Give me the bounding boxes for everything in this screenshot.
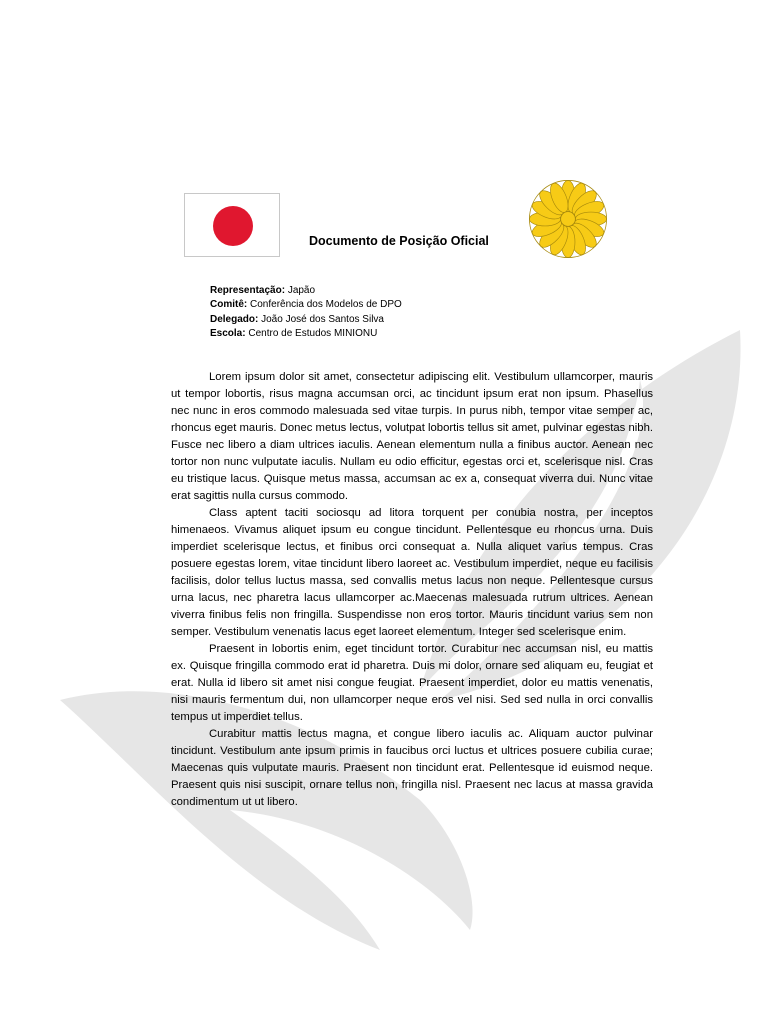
meta-representation: Representação: Japão [210,285,316,296]
seal-center [561,212,576,227]
document-metadata [210,284,402,341]
body-paragraph-3: Praesent in lobortis enim, eget tincidunt tortor. Curabitur nec accumsan nisl, eu mattis ex. Quisque fringilla commodo erat id pharetra. Duis mi dolor, ornare sed aliquam eu, feugiat et erat. Nulla id libero sit amet nisi congue feugiat. Praesent imperdiet, dolor eu mattis venenatis, nisi mauris fermentum dui, non ullamcorper neque eros vel nisi. Sed sed nulla in orci convallis tempus ut imperdiet tellus. [171,643,653,723]
imperial-seal-chrysanthemum-icon [527,178,609,260]
japan-flag-disc [213,206,253,246]
body-paragraph-1: Lorem ipsum dolor sit amet, consectetur adipiscing elit. Vestibulum ullamcorper, mauris ut tempor lobortis, risus magna accumsan orci, ac tincidunt ipsum erat non ipsum. Phasellus nec nunc in eros commodo malesuada sed vitae turpis. In purus nibh, tempor vitae semper ac, rhoncus eget mauris. Donec metus lectus, volutpat lobortis tellus sit amet, pulvinar egestas nibh. Fusce nec libero a diam ultrices iaculis. Aenean elementum nulla a finibus auctor. Aenean nec tortor non nunc vulputate iaculis. Nullam eu odio efficitur, egestas orci et, scelerisque nisl. Cras eu tristique lacus. Quisque metus massa, accumsan ac ex a, consequat viverra dui. Nunc vitae erat sagittis nulla cursus commodo. [171,371,653,502]
body-paragraph-2: Class aptent taciti sociosqu ad litora torquent per conubia nostra, per inceptos himenaeos. Vivamus aliquet ipsum eu congue tincidunt. Pellentesque eu rhoncus urna. Duis imperdiet scelerisque lectus, et finibus orci consequat a. Nulla aliquet varius tempus. Cras posuere egestas lorem, vitae tincidunt libero laoreet ac. Vestibulum imperdiet, neque eu facilisis facilisis, dolor tellus luctus massa, sed convallis metus lacus non neque. Pellentesque cursus urna lacus, nec pharetra lacus ullamcorper ac.Maecenas malesuada rutrum ultrices. Aenean viverra finibus felis non fringilla. Suspendisse non eros tortor. Mauris tincidunt varius sem non semper. Vestibulum venenatis lacus eget laoreet elementum. Integer sed scelerisque enim. [171,507,653,638]
meta-committee: Comitê: Conferência dos Modelos de DPO [210,299,402,311]
body-paragraph-4: Curabitur mattis lectus magna, et congue libero iaculis ac. Aliquam auctor pulvinar tincidunt. Vestibulum ante ipsum primis in faucibus orci luctus et ultrices posuere cubilia curae; Maecenas quis vulputate mauris. Praesent non tincidunt erat. Pellentesque id euismod neque. Praesent quis nisi suscipit, ornare tellus non, fringilla nisl. Praesent nec lacus at massa gravida condimentum ut ut libero. [171,728,653,808]
document-body [171,369,653,811]
meta-school: Escola: Centro de Estudos MINIONU [210,327,378,339]
meta-delegate: Delegado: João José dos Santos Silva [210,313,384,325]
document-title: Documento de Posição Oficial [309,234,489,248]
japan-flag [184,193,280,257]
